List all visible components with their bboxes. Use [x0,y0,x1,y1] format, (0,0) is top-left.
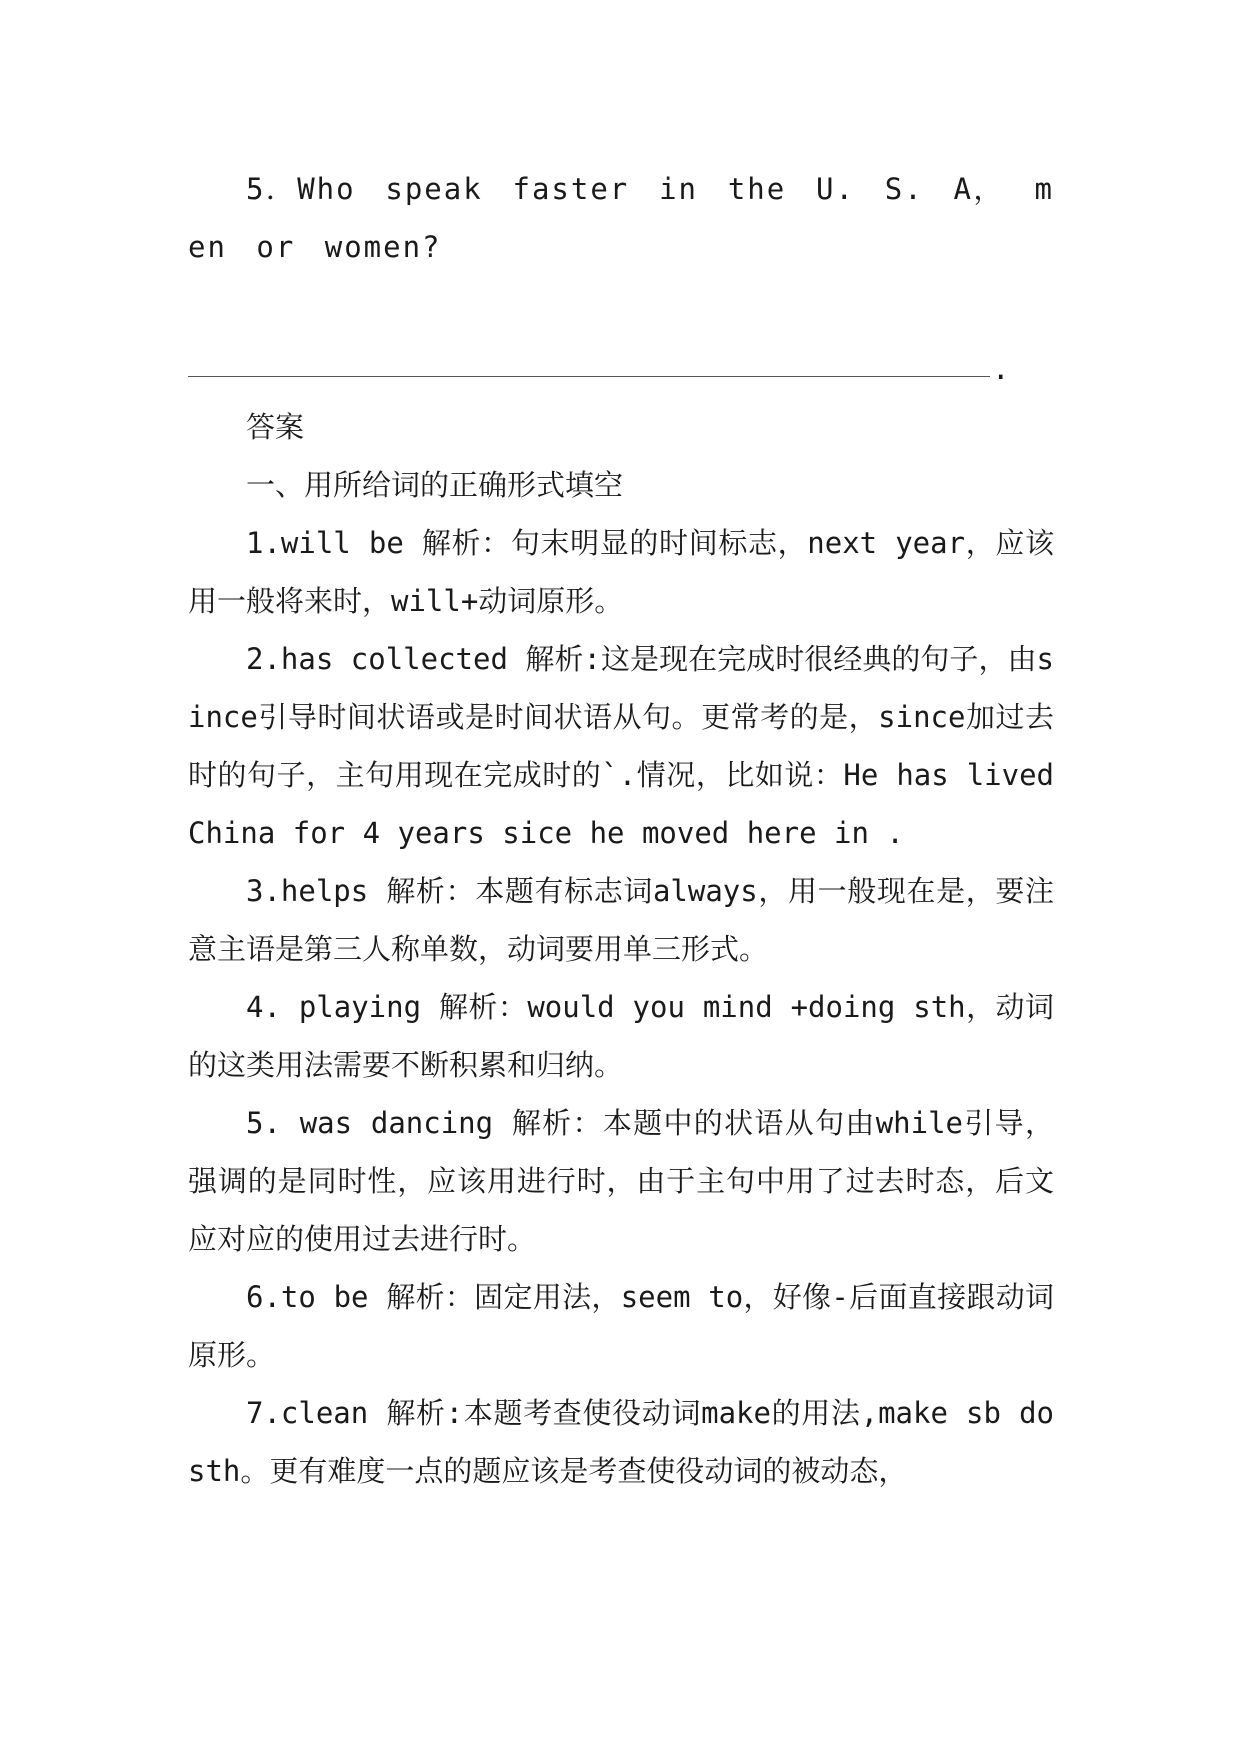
answer-item-7: 7.clean 解析:本题考查使役动词make的用法,make sb do sth。更有难度一点的题应该是考查使役动词的被动态， [188,1396,1054,1488]
blank-underline [188,376,990,377]
answer-item-3: 3.helps 解析：本题有标志词always，用一般现在是，要注意主语是第三人称单数，动词要用单三形式。 [188,874,1054,966]
answer-item-6: 6.to be 解析：固定用法，seem to，好像-后面直接跟动词原形。 [188,1280,1054,1372]
answer-item-4: 4. playing 解析：would you mind +doing sth，动词的这类用法需要不断积累和归纳。 [188,990,1054,1082]
answer-item-1: 1.will be 解析：句末明显的时间标志，next year，应该用一般将来时，will+动词原形。 [188,526,1054,618]
answer-item-5: 5. was dancing 解析：本题中的状语从句由while引导，强调的是同时性，应该用进行时，由于主句中用了过去时态，后文应对应的使用过去进行时。 [188,1106,1054,1256]
answer-blank-line [188,340,1054,398]
answer-item-2: 2.has collected 解析:这是现在完成时很经典的句子，由since引导时间状语或是时间状语从句。更常考的是，since加过去时的句子，主句用现在完成时的`.情况，比如说：He has lived China for 4 years sice he moved here in . [188,642,1054,850]
question-5: 5．Who speak faster in the U. S. A， men or women? [188,172,1054,264]
section-title: 一、用所给词的正确形式填空 [246,468,624,502]
blank-end-mark: . [992,352,1010,386]
document-page [188,160,1054,1500]
answers-heading: 答案 [246,410,305,444]
